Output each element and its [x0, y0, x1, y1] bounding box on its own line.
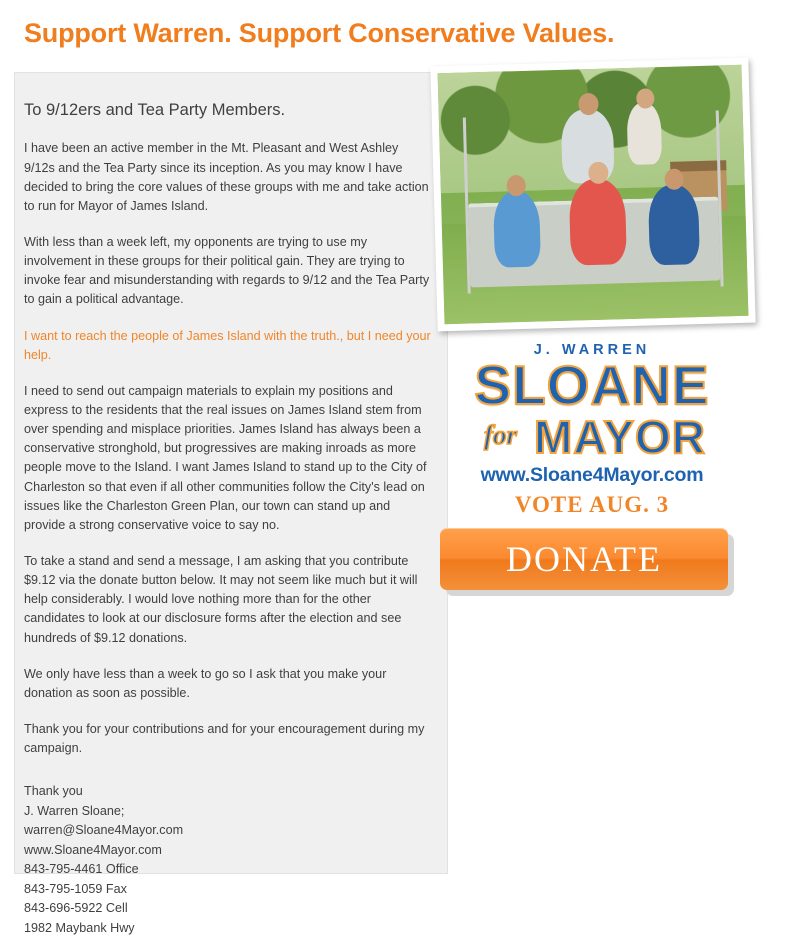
signoff-email[interactable]: warren@Sloane4Mayor.com — [24, 823, 184, 838]
signoff-website[interactable]: www.Sloane4Mayor.com — [24, 842, 162, 857]
signoff-thanks: Thank you — [24, 784, 83, 799]
signoff-address: 1982 Maybank Hwy — [24, 920, 135, 935]
signoff-cell: 843-696-5922 Cell — [24, 901, 128, 916]
family-photo-image — [438, 65, 749, 324]
logo-first-name: J. WARREN — [533, 342, 651, 358]
letter-paragraph-2: With less than a week left, my opponents are trying to use my involvement in these groups for their political gain. They are trying to invoke fear and misunderstanding with regards to 9/12 and the Tea Party to gain a political advantage. — [24, 235, 430, 307]
letter-paragraph-4: I need to send out campaign materials to explain my positions and express to the residents that the real issues on James Island stem from over spending and misplace priorities. James Island has always been a conservative stronghold, but progressives are making inroads as more people move to the Island. I want James Island to stand up to the City of Charleston so that even if all other communities follow the City's lead on issues like the Charleston Green Plan, our town can stand up and provide a strong conservative voice to say no. — [24, 383, 427, 532]
letter-paragraph-5: To take a stand and send a message, I am asking that you contribute $9.12 via the donate button below. It may not seem like much but it will help considerably. I would love nothing more than for the other candidates to look at our disclosure forms after the election and see hundreds of $9.12 donations. — [24, 553, 418, 645]
logo-office-row — [442, 410, 742, 463]
signoff-office-phone: 843-795-4461 Office — [24, 862, 139, 877]
photo-person-son-left — [493, 191, 541, 268]
logo-last-name: SLOANE — [474, 354, 710, 416]
family-photo — [430, 58, 755, 332]
letter-paragraph-6: We only have less than a week to go so I ask that you make your donation as soon as possible. — [24, 666, 387, 700]
donate-button[interactable]: DONATE — [440, 528, 728, 590]
signoff-fax: 843-795-1059 Fax — [24, 881, 127, 896]
letter-paragraph-highlight: I want to reach the people of James Island with the truth., but I need your help. — [24, 328, 431, 362]
page-title: Support Warren. Support Conservative Values. — [24, 18, 615, 48]
campaign-logo — [442, 342, 742, 518]
letter-signoff — [24, 782, 436, 938]
logo-for-word: for — [484, 419, 517, 450]
photo-person-son-right — [647, 184, 699, 265]
letter-salutation: To 9/12ers and Tea Party Members. — [24, 101, 286, 119]
letter-paragraph-7: Thank you for your contributions and for your encouragement during my campaign. — [24, 721, 425, 756]
logo-office: MAYOR — [534, 410, 706, 463]
letter-paragraph-1: I have been an active member in the Mt. Pleasant and West Ashley 9/12s and the Tea Party since its inception. As you may know I have decided to bring the core values of these groups with me and take action to run for Mayor of James Island. — [24, 141, 429, 213]
letter-body — [24, 72, 436, 938]
photo-person-mother — [568, 179, 626, 267]
logo-vote-date: VOTE AUG. 3 — [514, 491, 670, 517]
logo-website[interactable]: www.Sloane4Mayor.com — [480, 463, 704, 486]
signoff-name: J. Warren Sloane; — [24, 803, 125, 818]
